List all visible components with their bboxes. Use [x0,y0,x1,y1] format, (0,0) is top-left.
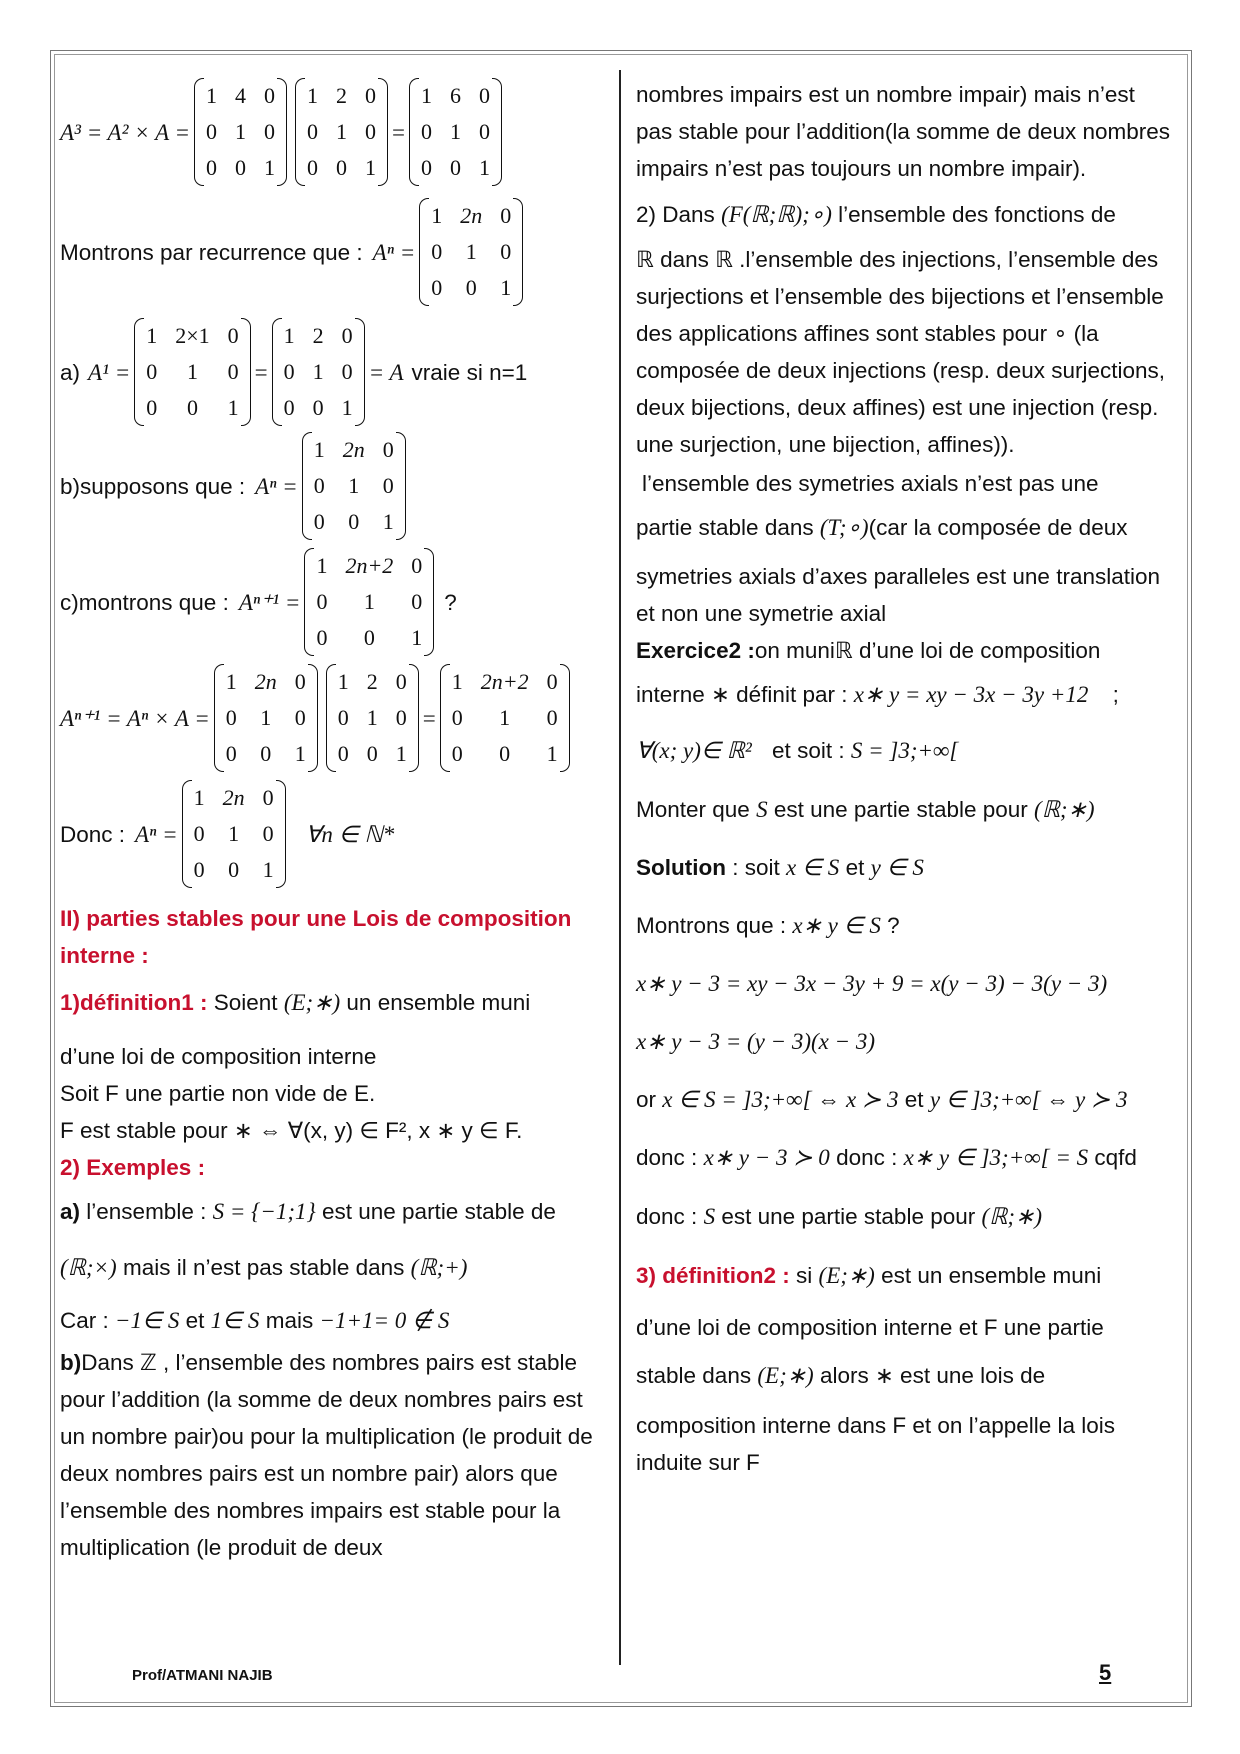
example-b-text: Dans ℤ , l’ensemble des nombres pairs est stable pour l’addition (la somme de deux nombres pairs est un nombre pair)ou pour la multiplication (le produit de deux nombres pairs est un nombre pair) alors que l’ensemble des nombres impairs est stable pour la multiplication (le produit de deux [60,1350,593,1560]
matrix-cell: 1 [225,669,237,694]
recurrence-statement [60,188,608,316]
matrix-cell: 0 [546,705,558,730]
matrix-cell: 0 [307,155,319,180]
matrix-cell: 1 [186,359,198,384]
exercise2-set: S = ]3;+∞[ [850,738,959,763]
solution-y: y ∈ S [870,855,924,880]
matrix-cell: 0 [206,119,218,144]
matrix-cell: 0 [395,705,407,730]
car-et: et [185,1308,205,1333]
question-mark: ? [444,589,457,615]
or-line [636,1071,1176,1129]
example-b-label: b) [60,1350,82,1375]
exercise2-question-text: Monter que [636,797,750,822]
matrix-cell: 0 [365,83,377,108]
symetries-line2 [636,502,1176,554]
matrix-cell: 1 [431,203,443,228]
footer-author: Prof/ATMANI NAJIB [132,1667,273,1684]
matrix-cell: 0 [312,395,324,420]
example-a-text: l’ensemble : [86,1199,207,1224]
exercise2-text: on muniℝ d’une loi de composition [754,638,1101,663]
product-lhs: Aⁿ⁺¹ = Aⁿ × A = [60,705,210,731]
matrix-cell: 4 [235,83,247,108]
an-lhs: Aⁿ = [135,821,178,847]
product-equation [60,660,608,776]
calculation-1: x∗ y − 3 = xy − 3x − 3y + 9 = x(y − 3) − 3(y − 3) [636,971,1108,996]
def2-line4: composition interne dans F et on l’appelle la lois induite sur F [636,1413,1116,1475]
car-math2: 1∈ S [210,1308,260,1333]
step-c [60,544,608,660]
example-a-label: a) [60,1199,81,1224]
example-a-set: S = {−1;1} [212,1199,316,1224]
matrix-cell: 0 [228,857,240,882]
car-line [60,1298,608,1344]
example-a-math3: (ℝ;+) [410,1255,468,1280]
donc2-text2: est une partie stable pour [721,1204,976,1229]
matrix-cell: 1 [336,119,348,144]
exercise2-title [636,632,1176,669]
matrix-cell: 0 [499,741,511,766]
matrix-cell: 1 [500,275,512,300]
recurrence-text: Montrons par recurrence que : [60,239,363,265]
matrix-cell: 1 [312,359,324,384]
matrix-cell: 1 [228,821,240,846]
example-a-line [60,1186,608,1238]
def2-line3-text: stable dans [636,1363,752,1388]
def1-text2: un ensemble muni [346,990,531,1015]
matrix-cell: 0 [451,705,463,730]
matrix-cell: 0 [146,359,158,384]
functions-text: 2) Dans [636,202,715,227]
cqfd: cqfd [1094,1145,1137,1170]
matrix-cell: 0 [186,395,198,420]
matrix-cell: 0 [337,741,349,766]
matrix-cell: 2 [366,669,378,694]
matrix-cell: 1 [316,553,328,578]
matrix-an-p [214,664,318,772]
matrix-cell: 1 [337,669,349,694]
matrix-cell: 0 [421,119,432,144]
matrix-cell: 0 [336,155,348,180]
functions-paragraph: ℝ dans ℝ .l’ensemble des injections, l’ensemble des surjections et l’ensemble des bijections et l’ensemble des applications affines sont stables pour ∘ (la composée de deux injections (resp. deux surjections, deux bijections, deux affines) est une injection (resp. une surjection, une bijection, affines)). [636,247,1166,457]
def1-line2: d’une loi de composition interne [60,1044,377,1069]
matrix-cell: 0 [316,589,328,614]
matrix-cell: 1 [313,437,325,462]
matrix-cell: 0 [500,203,512,228]
an1-lhs: Aⁿ⁺¹ = [238,589,301,615]
donc2-text: donc : [636,1204,698,1229]
symetries-math: (T;∘) [819,515,869,540]
a1-tail: = A [368,359,404,385]
a1-true-text: vraie si n=1 [411,359,528,385]
matrix-cell: 1 [262,857,274,882]
matrix-cell: 0 [450,155,461,180]
matrix-cell: 2n+2 [345,553,394,578]
matrix-cell: 0 [283,359,295,384]
matrix-cell: 0 [283,395,295,420]
matrix-cell: 0 [421,155,432,180]
section-title: II) parties stables pour une Lois de composition interne : [60,906,572,968]
equals: = [392,119,405,145]
matrix-a3 [409,78,502,186]
matrix-cell: 1 [363,589,375,614]
symetries-text2: (car la composée de deux [868,515,1128,540]
matrix-cell: 0 [363,625,375,650]
matrix-cell: 1 [451,669,463,694]
def1-label: 1)définition1 : [60,990,208,1015]
step-c-text: c)montrons que : [60,589,229,615]
def2-text2: est un ensemble muni [881,1263,1102,1288]
matrix-an-hyp [302,432,406,540]
matrix-a1 [272,318,365,426]
matrix-cell: 1 [366,705,378,730]
semicolon: ; [1112,682,1119,707]
exercise2-question-math: (ℝ;∗) [1034,797,1095,822]
car-math1: −1∈ S [115,1308,180,1333]
exercise2-question-text2: est une partie stable pour [773,797,1028,822]
page-number: 5 [1099,1660,1112,1685]
example-a-text3: mais il n’est pas stable dans [122,1255,405,1280]
matrix-cell: 0 [225,741,237,766]
matrix-an [419,198,523,306]
matrix-cell: 2n+2 [480,669,529,694]
example-a-text2: est une partie stable de [321,1199,556,1224]
matrix-cell: 2n [342,437,365,462]
matrix-cell: 0 [348,509,360,534]
matrix-cell: 1 [465,239,477,264]
matrix-cell: 0 [365,119,377,144]
matrix-an1 [304,548,434,656]
donc2-s: S [703,1204,716,1229]
matrix-cell: 2n [460,203,483,228]
a3-equation [60,76,608,188]
matrix-cell: 0 [313,509,325,534]
def1-text: Soient [213,990,278,1015]
matrix-a [295,78,388,186]
exercise2-forall: ∀(x; y)∈ ℝ² [636,738,752,763]
matrix-cell: 0 [500,239,512,264]
forall-n: ∀n ∈ ℕ* [305,821,395,847]
car-mais: mais [265,1308,314,1333]
functions-math: (F(ℝ;ℝ);∘) [721,202,832,227]
exercise2-label: Exercice2 : [636,638,755,663]
or-math2: y ∈ ]3;+∞[ ⇔ y ≻ 3 [929,1087,1128,1112]
matrix-cell: 0 [431,239,443,264]
matrix-cell: 1 [395,741,407,766]
def2-line3-math: (E;∗) [757,1363,814,1388]
matrix-cell: 1 [260,705,272,730]
impairs-paragraph: nombres impairs est un nombre impair) mais n’est pas stable pour l’addition(la somme de deux nombres impairs n’est pas toujours un nombre impair). [636,82,1171,181]
matrix-cell: 0 [451,741,463,766]
matrix-cell: 1 [348,473,360,498]
matrix-cell: 0 [479,83,490,108]
matrix-cell: 1 [235,119,247,144]
matrix-cell: 0 [411,553,423,578]
exercise2-question-s: S [756,797,768,822]
matrix-a1-expr [134,318,250,426]
example-a-line2 [60,1238,608,1298]
column-divider [619,70,621,1665]
matrix-cell: 0 [395,669,407,694]
car-math3: −1+1= 0 ∉ S [319,1308,450,1333]
donc-text2: donc : [836,1145,898,1170]
matrix-cell: 2×1 [175,323,210,348]
equals: = [254,359,268,385]
donc2-math: (ℝ;∗) [981,1204,1042,1229]
def2-text: si [796,1263,813,1288]
matrix-cell: 1 [341,395,353,420]
def2-label: 3) définition2 : [636,1263,790,1288]
def1-line4: F est stable pour ∗ ⇔ ∀(x, y) ∈ F², x ∗ y ∈ F. [60,1118,523,1143]
step-b [60,428,608,544]
matrix-cell: 1 [499,705,511,730]
car-text: Car : [60,1308,109,1333]
exercise2-soit: et soit : [772,738,845,763]
exercise2-law-text: interne ∗ définit par : [636,682,848,707]
matrix-cell: 0 [294,705,306,730]
matrix-cell: 2n [222,785,245,810]
calculation-2: x∗ y − 3 = (y − 3)(x − 3) [636,1029,876,1054]
donc-line1 [636,1129,1176,1187]
symetries-text: partie stable dans [636,515,814,540]
matrix-cell: 0 [227,323,239,348]
matrix-cell: 0 [264,83,276,108]
matrix-cell: 2 [312,323,324,348]
solution-label: Solution [636,855,726,880]
step-a-label: a) [60,359,81,385]
matrix-an-final [182,780,286,888]
def2-line3-text2: alors ∗ est une lois de [819,1363,1046,1388]
matrix-cell: 1 [264,155,276,180]
matrix-cell: 0 [227,359,239,384]
def1-math: (E;∗) [283,990,341,1015]
or-text: or [636,1087,657,1112]
solution-text: : soit [732,855,780,880]
matrix-cell: 0 [193,821,205,846]
matrix-cell: 1 [421,83,432,108]
symetries-paragraph: symetries axials d’axes paralleles est une translation et non une symetrie axial [636,564,1161,626]
step-a [60,316,608,428]
matrix-a-p [326,664,419,772]
montrons-text: Montrons que : [636,913,787,938]
matrix-cell: 0 [382,473,394,498]
matrix-cell: 1 [146,323,158,348]
matrix-cell: 1 [283,323,295,348]
matrix-cell: 0 [225,705,237,730]
matrix-cell: 0 [294,669,306,694]
matrix-cell: 0 [465,275,477,300]
exercise2-law-math: x∗ y = xy − 3x − 3y +12 [853,682,1089,707]
matrix-cell: 1 [365,155,377,180]
or-math1: x ∈ S = ]3;+∞[ ⇔ x ≻ 3 [662,1087,899,1112]
matrix-cell: 1 [546,741,558,766]
matrix-cell: 0 [337,705,349,730]
exercise2-question [636,781,1176,839]
matrix-cell: 0 [307,119,319,144]
equals: = [422,705,436,731]
matrix-cell: 0 [546,669,558,694]
matrix-an1-p [440,664,570,772]
donc-math: x∗ y − 3 ≻ 0 [703,1145,830,1170]
def2-line2: d’une loi de composition interne et F une partie [636,1315,1104,1340]
donc-text: Donc : [60,821,126,847]
donc-text: donc : [636,1145,698,1170]
donc-line2 [636,1187,1176,1247]
or-et: et [904,1087,924,1112]
example-b [60,1344,608,1566]
symetries-line: l’ensemble des symetries axials n’est pas une [642,471,1099,496]
matrix-cell: 0 [382,437,394,462]
left-column [60,76,608,1566]
matrix-cell: 0 [235,155,247,180]
matrix-cell: 1 [450,119,461,144]
an-lhs: Aⁿ = [255,473,298,499]
solution-x: x ∈ S [786,855,840,880]
matrix-cell: 0 [193,857,205,882]
montrons-math: x∗ y ∈ S [792,913,881,938]
matrix-cell: 1 [227,395,239,420]
donc-math2: x∗ y ∈ ]3;+∞[ = S [903,1145,1089,1170]
matrix-cell: 0 [260,741,272,766]
matrix-cell: 2n [254,669,277,694]
solution-et: et [845,855,865,880]
matrix-cell: 1 [382,509,394,534]
def2-line3 [636,1351,1176,1401]
matrix-cell: 0 [316,625,328,650]
examples-label: 2) Exemples : [60,1155,206,1180]
matrix-cell: 1 [479,155,490,180]
matrix-cell: 0 [262,785,274,810]
matrix-cell: 6 [450,83,461,108]
functions-text2: l’ensemble des fonctions de [838,202,1116,227]
matrix-cell: 0 [366,741,378,766]
exercise2-law [636,669,1176,721]
matrix-cell: 1 [411,625,423,650]
matrix-cell: 0 [411,589,423,614]
matrix-cell: 1 [193,785,205,810]
matrix-cell: 2 [336,83,348,108]
def2-line [636,1247,1176,1305]
example-a-math2: (ℝ;×) [60,1255,117,1280]
montrons-line [636,897,1176,955]
a1-lhs: A¹ = [88,359,131,385]
matrix-cell: 0 [341,323,353,348]
matrix-cell: 0 [313,473,325,498]
matrix-a2 [194,78,287,186]
def1-line3: Soit F une partie non vide de E. [60,1081,376,1106]
functions-line [636,193,1176,237]
exercise2-domain [636,721,1176,781]
conclusion [60,776,608,892]
matrix-cell: 0 [479,119,490,144]
a3-lhs: A³ = A² × A = [60,119,191,145]
matrix-cell: 0 [206,155,218,180]
right-column [636,76,1176,1481]
an-lhs: Aⁿ = [372,239,416,265]
step-b-text: b)supposons que : [60,473,246,499]
def2-math: (E;∗) [818,1263,875,1288]
matrix-cell: 0 [262,821,274,846]
solution-line [636,839,1176,897]
matrix-cell: 1 [307,83,319,108]
def1-line [60,978,608,1028]
matrix-cell: 0 [146,395,158,420]
matrix-cell: 0 [264,119,276,144]
montrons-question: ? [887,913,900,938]
matrix-cell: 0 [341,359,353,384]
matrix-cell: 1 [294,741,306,766]
matrix-cell: 0 [431,275,443,300]
matrix-cell: 1 [206,83,218,108]
